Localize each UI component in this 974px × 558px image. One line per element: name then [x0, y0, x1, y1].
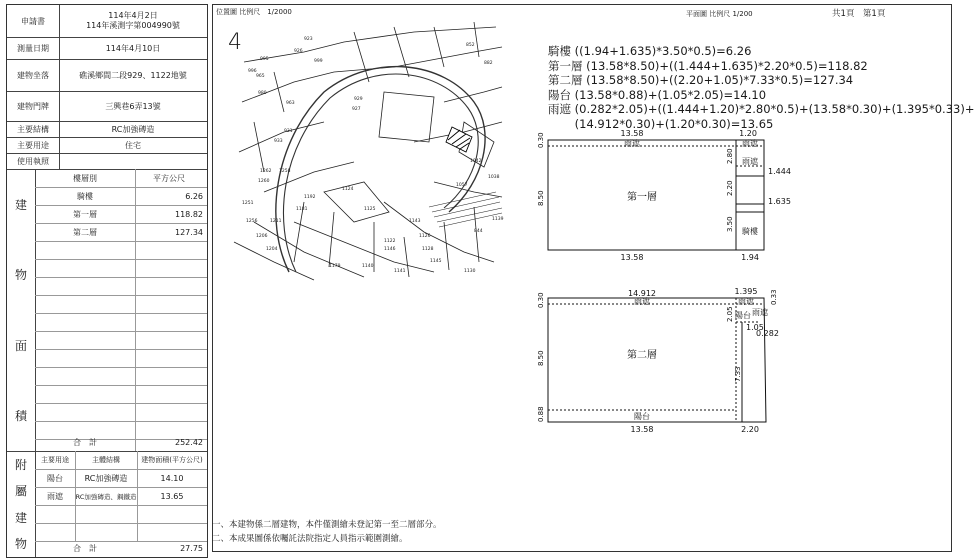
area-floor: 第二層: [35, 223, 136, 241]
table-row: [35, 367, 207, 386]
map-parcel-label: 1204: [266, 247, 278, 252]
location-row: [7, 59, 207, 92]
p2-balcony-right: 陽台: [735, 311, 751, 320]
area-total-label: 合 計: [35, 433, 136, 451]
aux-structure: RC加強磚造、鋼鐵造: [75, 487, 138, 505]
floor-plan-1: [528, 126, 791, 266]
application-number: 114年溪測字第004990號: [86, 21, 180, 30]
structure-value: RC加強磚造: [111, 124, 155, 134]
area-header-floor: 樓層別: [35, 169, 136, 187]
map-parcel-label: 926: [294, 49, 303, 54]
p2-dim-bottom: 13.58: [630, 425, 654, 434]
p1-dim-r1: 2.80: [726, 148, 734, 164]
area-header-row: [35, 169, 207, 188]
map-parcel-label: 1262: [260, 169, 272, 174]
map-parcel-label: 1141: [394, 269, 406, 274]
table-row: [35, 505, 207, 524]
map-parcel-label: 1057: [456, 183, 468, 188]
plan-scale: 平面圖 比例尺 1/200: [686, 10, 753, 18]
map-parcel-label: 1181: [296, 207, 308, 212]
floor-plan-2: [528, 286, 788, 436]
map-parcel-label: 1143: [409, 219, 421, 224]
aux-section-label: [7, 451, 36, 557]
table-row: [35, 349, 207, 368]
formula-line: 第二層 (13.58*8.50)+((2.20+1.05)*7.33*0.5)=127.34: [548, 73, 854, 88]
p1-dim-r3: 2.20: [726, 180, 734, 196]
p1-canopy-right: 雨遮: [742, 139, 758, 148]
aux-table: [35, 451, 207, 557]
map-parcel-label: 852: [466, 43, 475, 48]
p1-title: 第一層: [627, 192, 657, 203]
aux-header-structure: 主體結構: [75, 451, 138, 469]
map-parcel-label: 1128: [422, 247, 434, 252]
area-formulas: [548, 44, 974, 132]
map-parcel-label: 1258: [279, 169, 291, 174]
p2-dim-bottom-right: 2.20: [741, 425, 759, 434]
p1-dim-bottom: 13.58: [620, 253, 644, 262]
map-parcel-label: 1206: [256, 234, 268, 239]
area-floor: 第一層: [35, 205, 136, 223]
map-parcel-label: 923: [304, 37, 313, 42]
map-parcel-label: 963: [286, 101, 295, 106]
map-parcel-label: 1038: [488, 175, 500, 180]
p1-dim-r2: 1.444: [768, 167, 791, 176]
table-row: [35, 469, 207, 488]
p2-dim-r4: 7.33: [734, 366, 742, 382]
table-row: [35, 277, 207, 296]
aux-use: 陽台: [35, 469, 76, 487]
map-parcel-label: 1145: [430, 259, 442, 264]
p1-dim-r4: 1.635: [768, 197, 791, 206]
table-row: [35, 313, 207, 332]
formula-line: 騎樓 ((1.94+1.635)*3.50*0.5)=6.26: [548, 44, 752, 58]
aux-use: 雨遮: [35, 487, 76, 505]
map-parcel-label: 929: [354, 97, 363, 102]
area-char-3: 積: [14, 409, 27, 424]
p1-dim-r5: 3.50: [726, 216, 734, 232]
map-parcel-label: 1122: [384, 239, 396, 244]
p2-dim-top-right2: 0.33: [770, 289, 778, 305]
aux-header-area: 建物面積(平方公尺): [141, 456, 203, 464]
map-parcel-label: 931: [284, 129, 293, 134]
aux-char-2: 建: [14, 510, 27, 525]
application-row: [7, 5, 207, 38]
map-parcel-label: 1192: [304, 195, 316, 200]
application-date: 114年4月2日: [108, 11, 158, 20]
p1-dim-bottom-right: 1.94: [741, 253, 759, 262]
p2-balcony-bottom: 陽台: [634, 412, 650, 421]
note-1: 一、本建物係二層建物，本件僅測繪未登記第一至二層部分。: [212, 520, 442, 530]
survey-date: 114年4月10日: [105, 43, 161, 53]
p2-dim-top: 14.912: [628, 289, 656, 298]
area-section-label: [7, 169, 36, 452]
aux-total-label: 合 計: [73, 543, 97, 553]
map-parcel-label: 1256: [246, 219, 258, 224]
p2-dim-r3: 0.282: [756, 329, 779, 338]
usage-row: [7, 137, 207, 154]
formula-line: 陽台 (13.58*0.88)+(1.05*2.05)=14.10: [548, 87, 767, 102]
p2-title: 第二層: [627, 350, 657, 361]
p2-dim-r2: 1.05: [746, 323, 764, 332]
usage-label: 主要用途: [7, 137, 60, 153]
area-table: [35, 169, 207, 452]
page-indicator: 共1頁 第1頁: [832, 9, 886, 19]
map-parcel-label: 1179: [329, 264, 341, 269]
map-parcel-label: 999: [314, 59, 323, 64]
formula-line: 雨遮 (0.282*2.05)+((1.444+1.20)*2.80*0.5)+(13.58*0.30)+(1.395*0.33)+: [548, 102, 974, 117]
table-row: [35, 259, 207, 278]
location-map: [234, 22, 506, 282]
table-row: [35, 187, 207, 206]
p1-canopy-right2: 雨遮: [742, 157, 758, 166]
aux-char-3: 物: [14, 537, 27, 552]
p1-dim-top-right: 1.20: [739, 129, 757, 138]
formula-line: 第一層 (13.58*8.50)+((1.444+1.635)*2.20*0.5)=118.82: [548, 58, 868, 73]
application-label: 申請書: [7, 5, 60, 37]
zoning-value: [59, 153, 207, 169]
map-parcel-label: 933: [274, 139, 283, 144]
map-parcel-label: 844: [474, 229, 483, 234]
map-parcel-label: 996: [248, 69, 257, 74]
table-row: [35, 241, 207, 260]
zoning-label: 使用執照: [7, 153, 60, 169]
p2-canopy-right2: 雨遮: [752, 308, 768, 317]
map-parcel-label: 1260: [258, 179, 270, 184]
location-map-scale: 位置圖 比例尺 1/2000: [216, 8, 292, 16]
aux-area: 13.65: [160, 491, 184, 501]
p2-dim-left-canopy: 0.30: [537, 292, 545, 308]
area-char-2: 面: [14, 338, 27, 353]
note-2: 二、本成果圖係依囑託法院指定人員指示範圍測繪。: [212, 534, 408, 544]
table-row: [35, 295, 207, 314]
map-parcel-label: 1130: [464, 269, 476, 274]
area-header-sqm: 平方公尺: [153, 173, 185, 183]
aux-total: 27.75: [180, 543, 203, 553]
house-no-value: 三興巷6弄13號: [105, 101, 161, 111]
map-parcel-label: 1146: [384, 247, 396, 252]
table-row: [35, 403, 207, 422]
formula-line: (14.912*0.30)+(1.20*0.30)=13.65: [548, 116, 774, 131]
structure-label: 主要結構: [7, 121, 60, 137]
p2-dim-left-balcony: 0.88: [537, 406, 545, 422]
house-no-row: [7, 91, 207, 122]
area-floor: 騎樓: [35, 187, 136, 205]
map-parcel-label: 1139: [492, 217, 504, 222]
aux-header-row: [35, 451, 207, 470]
p2-canopy-top: 雨遮: [634, 297, 650, 306]
map-parcel-label: 965: [256, 74, 265, 79]
map-parcel-label: 1140: [362, 264, 374, 269]
area-char-1: 物: [14, 268, 27, 283]
north-arrow: 4: [228, 30, 242, 55]
aux-area: 14.10: [160, 473, 184, 483]
p2-dim-top-right: 1.395: [734, 287, 758, 296]
p2-dim-r1: 2.05: [726, 306, 734, 322]
house-no-label: 建物門牌: [7, 91, 60, 121]
area-sqm: 127.34: [175, 227, 203, 237]
location-label: 建物坐落: [7, 59, 60, 91]
structure-row: [7, 121, 207, 138]
area-sqm: 6.26: [185, 191, 203, 201]
p1-dim-left-main: 8.50: [537, 190, 545, 206]
aux-structure: RC加強磚造: [75, 469, 138, 487]
map-parcel-label: 882: [484, 61, 493, 66]
area-sqm: 118.82: [175, 209, 203, 219]
map-parcel-label: 995: [260, 57, 269, 62]
table-row: [35, 205, 207, 224]
map-parcel-label: 1125: [364, 207, 376, 212]
table-row: [35, 223, 207, 242]
p1-canopy-top: 雨遮: [624, 139, 640, 148]
location-value: 礁溪鄉間二段929、1122地號: [79, 70, 187, 80]
p1-dim-left-canopy: 0.30: [537, 132, 545, 148]
aux-total-row: [35, 539, 207, 557]
application-value: [59, 5, 207, 37]
zoning-row: [7, 153, 207, 170]
building-survey-form: [6, 4, 208, 558]
table-row: [35, 487, 207, 506]
map-parcel-label: 927: [352, 107, 361, 112]
map-parcel-label: 1126: [419, 234, 431, 239]
p1-arcade: 騎樓: [742, 227, 758, 236]
aux-header-use: 主要用途: [35, 451, 76, 469]
map-parcel-label: 1042: [470, 159, 482, 164]
aux-char-1: 屬: [14, 484, 27, 499]
blank-stamp-area: [266, 452, 352, 502]
map-parcel-label: 1211: [270, 219, 282, 224]
p2-dim-left-main: 8.50: [537, 350, 545, 366]
usage-value: 住宅: [125, 140, 141, 150]
p1-dim-top: 13.58: [620, 129, 644, 138]
map-parcel-label: 980: [258, 91, 267, 96]
table-row: [35, 331, 207, 350]
area-total: 252.42: [175, 437, 203, 447]
area-char-0: 建: [14, 197, 27, 212]
area-total-row: [35, 433, 207, 452]
survey-date-label: 測量日期: [7, 37, 60, 59]
map-parcel-label: 1124: [342, 187, 354, 192]
p2-canopy-right: 雨遮: [738, 297, 754, 306]
table-row: [35, 385, 207, 404]
map-parcel-label: 1251: [242, 201, 254, 206]
aux-char-0: 附: [14, 457, 27, 472]
survey-date-row: [7, 37, 207, 60]
